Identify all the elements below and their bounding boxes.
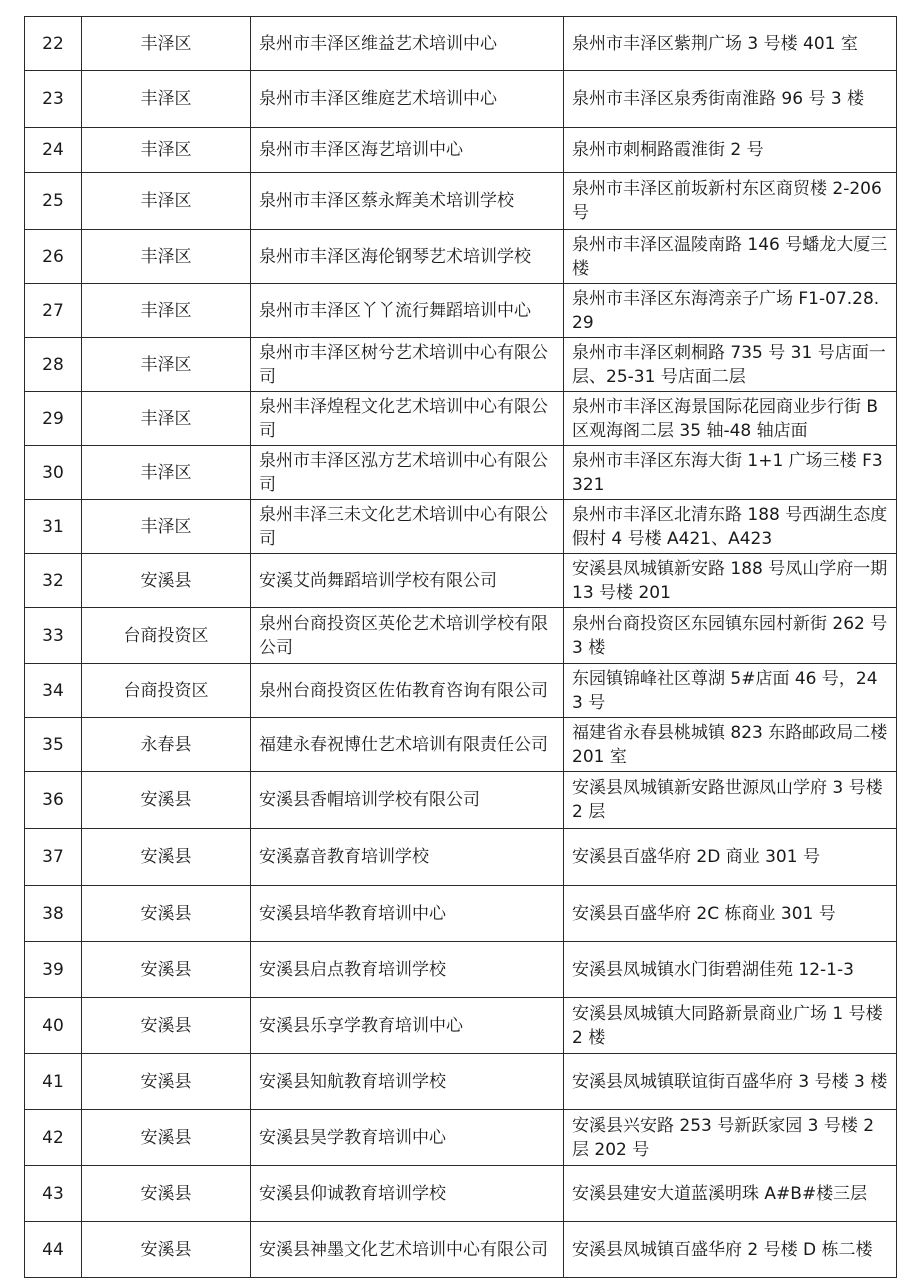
address-cell: 福建省永春县桃城镇 823 东路邮政局二楼 201 室 — [564, 718, 897, 772]
institution-name-cell: 安溪县仰诚教育培训学校 — [251, 1166, 564, 1222]
address-cell: 泉州市丰泽区温陵南路 146 号蟠龙大厦三楼 — [564, 230, 897, 284]
district-cell: 台商投资区 — [82, 664, 251, 718]
district-cell: 安溪县 — [82, 942, 251, 998]
institution-name-cell: 安溪县香帽培训学校有限公司 — [251, 772, 564, 829]
table-row — [25, 1110, 897, 1166]
institution-name-cell: 福建永春祝博仕艺术培训有限责任公司 — [251, 718, 564, 772]
address-cell: 泉州市丰泽区北清东路 188 号西湖生态度假村 4 号楼 A421、A423 — [564, 500, 897, 554]
address-cell: 泉州市丰泽区泉秀街南淮路 96 号 3 楼 — [564, 71, 897, 128]
training-institutions-table — [24, 16, 897, 1278]
district-cell: 丰泽区 — [82, 173, 251, 230]
address-cell: 泉州市丰泽区东海大街 1+1 广场三楼 F3321 — [564, 446, 897, 500]
institution-name-cell: 泉州市丰泽区维庭艺术培训中心 — [251, 71, 564, 128]
district-cell: 丰泽区 — [82, 17, 251, 71]
row-number-cell: 41 — [25, 1054, 82, 1110]
district-cell: 丰泽区 — [82, 71, 251, 128]
table-row — [25, 446, 897, 500]
row-number-cell: 40 — [25, 998, 82, 1054]
district-cell: 永春县 — [82, 718, 251, 772]
address-cell: 泉州市丰泽区东海湾亲子广场 F1-07.28.29 — [564, 284, 897, 338]
row-number-cell: 37 — [25, 829, 82, 886]
table-row — [25, 338, 897, 392]
row-number-cell: 35 — [25, 718, 82, 772]
table-row — [25, 173, 897, 230]
institution-name-cell: 泉州市丰泽区蔡永辉美术培训学校 — [251, 173, 564, 230]
table-row — [25, 500, 897, 554]
address-cell: 安溪县凤城镇百盛华府 2 号楼 D 栋二楼 — [564, 1222, 897, 1278]
row-number-cell: 44 — [25, 1222, 82, 1278]
address-cell: 泉州市丰泽区刺桐路 735 号 31 号店面一层、25-31 号店面二层 — [564, 338, 897, 392]
institution-name-cell: 安溪嘉音教育培训学校 — [251, 829, 564, 886]
district-cell: 丰泽区 — [82, 284, 251, 338]
table-row — [25, 664, 897, 718]
table-row — [25, 772, 897, 829]
institution-name-cell: 安溪县神墨文化艺术培训中心有限公司 — [251, 1222, 564, 1278]
institution-name-cell: 安溪县培华教育培训中心 — [251, 886, 564, 942]
district-cell: 丰泽区 — [82, 128, 251, 173]
row-number-cell: 29 — [25, 392, 82, 446]
row-number-cell: 34 — [25, 664, 82, 718]
district-cell: 安溪县 — [82, 998, 251, 1054]
district-cell: 安溪县 — [82, 554, 251, 608]
address-cell: 安溪县百盛华府 2C 栋商业 301 号 — [564, 886, 897, 942]
address-cell: 安溪县百盛华府 2D 商业 301 号 — [564, 829, 897, 886]
district-cell: 安溪县 — [82, 1054, 251, 1110]
address-cell: 安溪县建安大道蓝溪明珠 A#B#楼三层 — [564, 1166, 897, 1222]
district-cell: 丰泽区 — [82, 500, 251, 554]
district-cell: 丰泽区 — [82, 446, 251, 500]
row-number-cell: 38 — [25, 886, 82, 942]
institution-name-cell: 泉州市丰泽区丫丫流行舞蹈培训中心 — [251, 284, 564, 338]
district-cell: 安溪县 — [82, 1110, 251, 1166]
district-cell: 安溪县 — [82, 772, 251, 829]
table-row — [25, 17, 897, 71]
table-row — [25, 718, 897, 772]
district-cell: 安溪县 — [82, 1222, 251, 1278]
institution-name-cell: 安溪县乐享学教育培训中心 — [251, 998, 564, 1054]
address-cell: 安溪县凤城镇大同路新景商业广场 1 号楼 2 楼 — [564, 998, 897, 1054]
table-row — [25, 942, 897, 998]
district-cell: 台商投资区 — [82, 608, 251, 664]
row-number-cell: 43 — [25, 1166, 82, 1222]
address-cell: 安溪县兴安路 253 号新跃家园 3 号楼 2 层 202 号 — [564, 1110, 897, 1166]
institution-name-cell: 泉州市丰泽区树兮艺术培训中心有限公司 — [251, 338, 564, 392]
institution-name-cell: 泉州市丰泽区维益艺术培训中心 — [251, 17, 564, 71]
address-cell: 泉州市刺桐路霞淮街 2 号 — [564, 128, 897, 173]
institution-name-cell: 泉州丰泽三未文化艺术培训中心有限公司 — [251, 500, 564, 554]
row-number-cell: 25 — [25, 173, 82, 230]
row-number-cell: 42 — [25, 1110, 82, 1166]
table-row — [25, 71, 897, 128]
institution-name-cell: 泉州市丰泽区海艺培训中心 — [251, 128, 564, 173]
row-number-cell: 39 — [25, 942, 82, 998]
address-cell: 安溪县凤城镇新安路世源凤山学府 3 号楼 2 层 — [564, 772, 897, 829]
address-cell: 泉州市丰泽区紫荆广场 3 号楼 401 室 — [564, 17, 897, 71]
institution-name-cell: 泉州丰泽煌程文化艺术培训中心有限公司 — [251, 392, 564, 446]
table-body — [25, 17, 897, 1278]
address-cell: 安溪县凤城镇新安路 188 号凤山学府一期 13 号楼 201 — [564, 554, 897, 608]
row-number-cell: 32 — [25, 554, 82, 608]
institution-name-cell: 泉州台商投资区佐佑教育咨询有限公司 — [251, 664, 564, 718]
institution-name-cell: 安溪县启点教育培训学校 — [251, 942, 564, 998]
district-cell: 丰泽区 — [82, 338, 251, 392]
institution-name-cell: 安溪县昊学教育培训中心 — [251, 1110, 564, 1166]
table-row — [25, 554, 897, 608]
table-row — [25, 392, 897, 446]
address-cell: 东园镇锦峰社区尊湖 5#店面 46 号，243 号 — [564, 664, 897, 718]
institution-name-cell: 泉州市丰泽区泓方艺术培训中心有限公司 — [251, 446, 564, 500]
district-cell: 丰泽区 — [82, 230, 251, 284]
institution-name-cell: 安溪艾尚舞蹈培训学校有限公司 — [251, 554, 564, 608]
address-cell: 泉州市丰泽区前坂新村东区商贸楼 2-206 号 — [564, 173, 897, 230]
table-row — [25, 1166, 897, 1222]
row-number-cell: 23 — [25, 71, 82, 128]
row-number-cell: 24 — [25, 128, 82, 173]
row-number-cell: 27 — [25, 284, 82, 338]
district-cell: 安溪县 — [82, 829, 251, 886]
district-cell: 安溪县 — [82, 886, 251, 942]
institution-name-cell: 泉州市丰泽区海伦钢琴艺术培训学校 — [251, 230, 564, 284]
table-row — [25, 1222, 897, 1278]
row-number-cell: 36 — [25, 772, 82, 829]
address-cell: 安溪县凤城镇水门街碧湖佳苑 12-1-3 — [564, 942, 897, 998]
table-row — [25, 829, 897, 886]
table-row — [25, 886, 897, 942]
district-cell: 丰泽区 — [82, 392, 251, 446]
row-number-cell: 26 — [25, 230, 82, 284]
address-cell: 泉州市丰泽区海景国际花园商业步行街 B 区观海阁二层 35 轴-48 轴店面 — [564, 392, 897, 446]
table-row — [25, 608, 897, 664]
institution-name-cell: 泉州台商投资区英伦艺术培训学校有限公司 — [251, 608, 564, 664]
address-cell: 安溪县凤城镇联谊街百盛华府 3 号楼 3 楼 — [564, 1054, 897, 1110]
table-row — [25, 284, 897, 338]
address-cell: 泉州台商投资区东园镇东园村新街 262 号 3 楼 — [564, 608, 897, 664]
institution-name-cell: 安溪县知航教育培训学校 — [251, 1054, 564, 1110]
row-number-cell: 28 — [25, 338, 82, 392]
table-row — [25, 1054, 897, 1110]
row-number-cell: 31 — [25, 500, 82, 554]
district-cell: 安溪县 — [82, 1166, 251, 1222]
row-number-cell: 22 — [25, 17, 82, 71]
table-row — [25, 128, 897, 173]
row-number-cell: 30 — [25, 446, 82, 500]
table-row — [25, 230, 897, 284]
table-row — [25, 998, 897, 1054]
row-number-cell: 33 — [25, 608, 82, 664]
